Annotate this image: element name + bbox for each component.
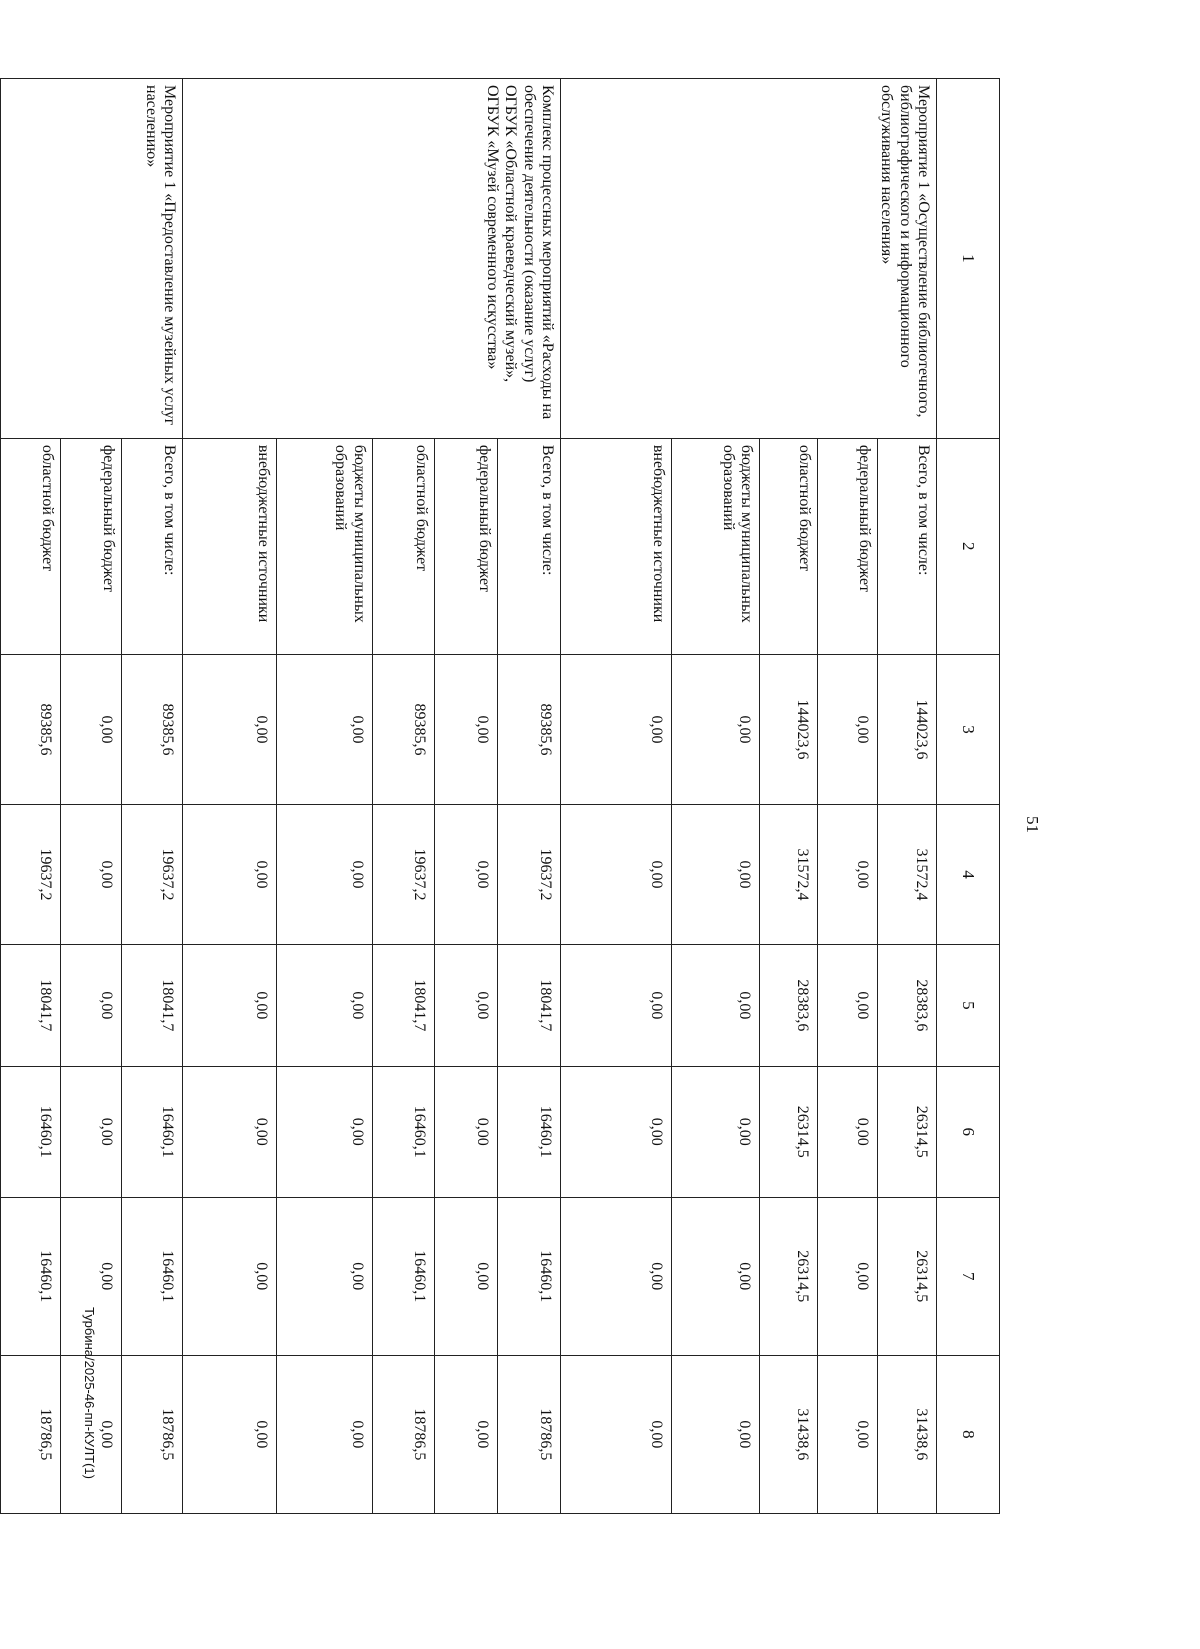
header-cell: 5 [937, 944, 1000, 1066]
funding-source: Всего, в том числе: [877, 438, 937, 654]
amount-cell: 0,00 [818, 944, 878, 1066]
amount-cell: 18041,7 [372, 944, 435, 1066]
amount-cell: 0,00 [277, 1355, 373, 1513]
amount-cell: 0,00 [560, 654, 671, 804]
amount-cell: 0,00 [60, 1197, 121, 1355]
amount-cell: 26314,5 [760, 1197, 818, 1355]
amount-cell: 16460,1 [372, 1066, 435, 1197]
amount-cell: 0,00 [818, 654, 878, 804]
amount-cell: 26314,5 [760, 1066, 818, 1197]
amount-cell: 0,00 [672, 1066, 760, 1197]
table-row [877, 79, 937, 1514]
amount-cell: 31438,6 [760, 1355, 818, 1513]
amount-cell: 0,00 [560, 1355, 671, 1513]
amount-cell: 0,00 [560, 944, 671, 1066]
header-cell: 2 [937, 438, 1000, 654]
amount-cell: 89385,6 [372, 654, 435, 804]
amount-cell: 0,00 [672, 944, 760, 1066]
funding-source: федеральный бюджет [818, 438, 878, 654]
funding-source: областной бюджет [1, 438, 61, 654]
page-number: 51 [1023, 816, 1042, 833]
funding-source: Всего, в том числе: [121, 438, 182, 654]
amount-cell: 26314,5 [877, 1066, 937, 1197]
amount-cell: 16460,1 [121, 1197, 182, 1355]
amount-cell: 18786,5 [372, 1355, 435, 1513]
activity-description: Мероприятие 1 «Предоставление музейных услуг населению» [1, 79, 183, 439]
amount-cell: 18786,5 [498, 1355, 561, 1513]
funding-source: внебюджетные источники [560, 438, 671, 654]
funding-source: федеральный бюджет [60, 438, 121, 654]
amount-cell: 144023,6 [760, 654, 818, 804]
funding-source: федеральный бюджет [435, 438, 498, 654]
amount-cell: 0,00 [672, 805, 760, 945]
amount-cell: 0,00 [672, 1355, 760, 1513]
amount-cell: 0,00 [818, 1355, 878, 1513]
amount-cell: 19637,2 [372, 805, 435, 945]
amount-cell: 0,00 [435, 944, 498, 1066]
document-code: Турбина/2025-46-пп-КУЛТ(1) [82, 1307, 97, 1479]
amount-cell: 16460,1 [372, 1197, 435, 1355]
amount-cell: 19637,2 [498, 805, 561, 945]
amount-cell: 0,00 [560, 1197, 671, 1355]
amount-cell: 0,00 [435, 1197, 498, 1355]
header-cell: 7 [937, 1197, 1000, 1355]
funding-source: Всего, в том числе: [498, 438, 561, 654]
funding-source: областной бюджет [372, 438, 435, 654]
amount-cell: 0,00 [183, 1197, 277, 1355]
amount-cell: 0,00 [183, 944, 277, 1066]
header-cell: 3 [937, 654, 1000, 804]
amount-cell: 18041,7 [1, 944, 61, 1066]
amount-cell: 0,00 [183, 805, 277, 945]
amount-cell: 0,00 [818, 805, 878, 945]
amount-cell: 0,00 [818, 1197, 878, 1355]
amount-cell: 0,00 [560, 1066, 671, 1197]
amount-cell: 19637,2 [1, 805, 61, 945]
amount-cell: 0,00 [277, 1197, 373, 1355]
header-cell: 8 [937, 1355, 1000, 1513]
amount-cell: 144023,6 [877, 654, 937, 804]
amount-cell: 0,00 [672, 1197, 760, 1355]
amount-cell: 31438,6 [877, 1355, 937, 1513]
amount-cell: 0,00 [277, 944, 373, 1066]
budget-table [0, 78, 1000, 1514]
amount-cell: 16460,1 [498, 1066, 561, 1197]
amount-cell: 19637,2 [121, 805, 182, 945]
amount-cell: 89385,6 [1, 654, 61, 804]
funding-source: внебюджетные источники [183, 438, 277, 654]
amount-cell: 0,00 [183, 1355, 277, 1513]
table-row [121, 79, 182, 1514]
amount-cell: 0,00 [818, 1066, 878, 1197]
amount-cell: 18041,7 [121, 944, 182, 1066]
table-header-row [937, 79, 1000, 1514]
amount-cell: 16460,1 [1, 1066, 61, 1197]
header-cell: 6 [937, 1066, 1000, 1197]
amount-cell: 18786,5 [121, 1355, 182, 1513]
amount-cell: 89385,6 [498, 654, 561, 804]
funding-source: бюджеты муниципальных образований [277, 438, 373, 654]
amount-cell: 26314,5 [877, 1197, 937, 1355]
amount-cell: 0,00 [60, 1355, 121, 1513]
funding-source: областной бюджет [760, 438, 818, 654]
amount-cell: 16460,1 [498, 1197, 561, 1355]
amount-cell: 18041,7 [498, 944, 561, 1066]
amount-cell: 0,00 [60, 944, 121, 1066]
table-row [498, 79, 561, 1514]
amount-cell: 89385,6 [121, 654, 182, 804]
amount-cell: 0,00 [435, 1066, 498, 1197]
header-cell: 1 [937, 79, 1000, 439]
amount-cell: 31572,4 [760, 805, 818, 945]
amount-cell: 28383,6 [760, 944, 818, 1066]
amount-cell: 0,00 [435, 654, 498, 804]
amount-cell: 31572,4 [877, 805, 937, 945]
amount-cell: 0,00 [277, 805, 373, 945]
amount-cell: 0,00 [60, 1066, 121, 1197]
funding-source: бюджеты муниципальных образований [672, 438, 760, 654]
amount-cell: 0,00 [560, 805, 671, 945]
amount-cell: 0,00 [277, 654, 373, 804]
header-cell: 4 [937, 805, 1000, 945]
amount-cell: 16460,1 [1, 1197, 61, 1355]
amount-cell: 0,00 [60, 805, 121, 945]
amount-cell: 28383,6 [877, 944, 937, 1066]
amount-cell: 0,00 [183, 1066, 277, 1197]
amount-cell: 16460,1 [121, 1066, 182, 1197]
amount-cell: 0,00 [435, 1355, 498, 1513]
amount-cell: 0,00 [435, 805, 498, 945]
amount-cell: 18786,5 [1, 1355, 61, 1513]
activity-description: Мероприятие 1 «Осуществление библиотечного, библиографического и информационного обслуживания населения» [560, 79, 936, 439]
amount-cell: 0,00 [183, 654, 277, 804]
amount-cell: 0,00 [672, 654, 760, 804]
amount-cell: 0,00 [60, 654, 121, 804]
activity-description: Комплекс процессных мероприятий «Расходы на обеспечение деятельности (оказание услуг) ОГБУК «Областной краеведческий музей», ОГБУК «Музей современного искусства» [183, 79, 561, 439]
amount-cell: 0,00 [277, 1066, 373, 1197]
